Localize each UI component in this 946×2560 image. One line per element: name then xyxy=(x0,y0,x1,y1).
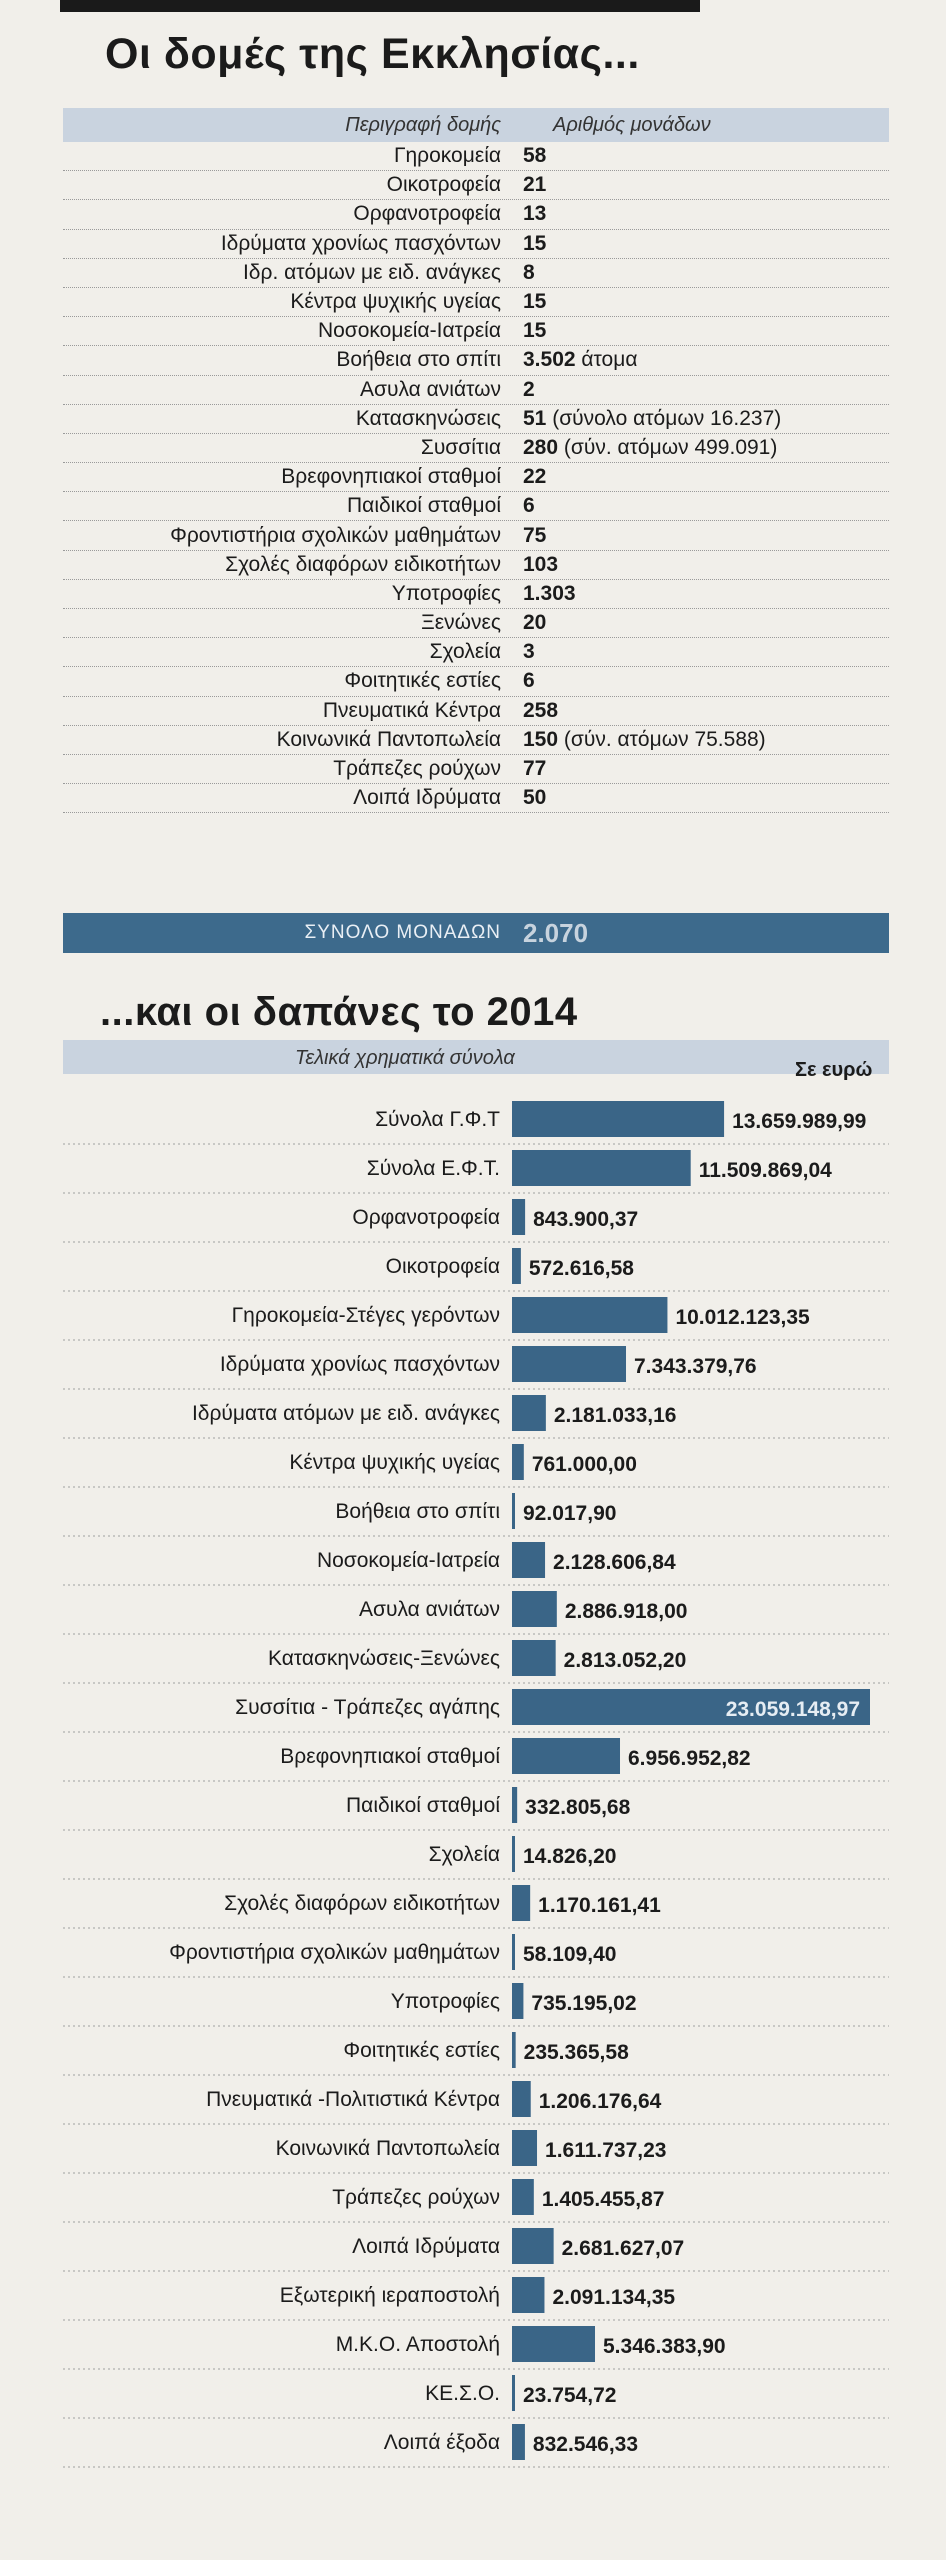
expense-bar xyxy=(512,1787,517,1823)
structure-value-cell xyxy=(523,348,637,372)
value-label: 843.900,37 xyxy=(533,1208,639,1231)
value-label: 572.616,58 xyxy=(528,1257,634,1280)
structure-value: 280 xyxy=(523,435,559,459)
structure-label: Βρεφονηπιακοί σταθμοί xyxy=(281,465,501,489)
chart-rows xyxy=(63,1101,889,2467)
value-label: 14.826,20 xyxy=(523,1845,617,1868)
structure-value-cell xyxy=(523,144,546,168)
structure-label: Τράπεζες ρούχων xyxy=(333,757,501,781)
chart-column-header: Τελικά χρηματικά σύνολα xyxy=(295,1047,515,1069)
value-label: 1.611.737,23 xyxy=(545,2139,667,2162)
value-label: 235.365,58 xyxy=(523,2041,629,2064)
structure-label: Φροντιστήρια σχολικών μαθημάτων xyxy=(170,523,501,547)
structure-label: Σχολές διαφόρων ειδικοτήτων xyxy=(225,552,501,576)
expense-bar xyxy=(512,1101,724,1137)
category-label: Βρεφονηπιακοί σταθμοί xyxy=(280,1745,500,1768)
structure-label: Βοήθεια στο σπίτι xyxy=(336,348,501,372)
structure-value: 21 xyxy=(523,173,547,197)
structure-value: 15 xyxy=(523,290,547,314)
structure-value-cell xyxy=(523,465,546,489)
value-label: 1.170.161,41 xyxy=(538,1894,661,1917)
top-rule xyxy=(60,0,700,12)
expense-bar xyxy=(512,1395,546,1431)
value-label: 761.000,00 xyxy=(531,1453,637,1476)
structure-value-cell xyxy=(523,261,535,285)
value-label: 2.128.606,84 xyxy=(553,1551,676,1574)
structure-row xyxy=(63,346,889,375)
structure-value: 58 xyxy=(523,144,547,168)
expense-bar xyxy=(512,1346,626,1382)
category-label: Ιδρύματα χρονίως πασχόντων xyxy=(219,1353,500,1376)
expense-bar xyxy=(512,2130,537,2166)
structure-row xyxy=(63,580,889,609)
structure-value: 6 xyxy=(523,494,535,518)
value-label: 832.546,33 xyxy=(532,2433,639,2456)
structure-value: 6 xyxy=(523,669,535,693)
structure-value-cell xyxy=(523,582,576,606)
structure-value: 75 xyxy=(523,523,547,547)
structure-label: Οικοτροφεία xyxy=(386,173,501,197)
structure-row xyxy=(63,521,889,550)
structure-value-cell xyxy=(523,407,781,431)
structure-value-cell xyxy=(523,173,546,197)
category-label: Συσσίτια - Τράπεζες αγάπης xyxy=(235,1696,500,1719)
structure-row xyxy=(63,288,889,317)
category-label: Υποτροφίες xyxy=(390,1990,500,2013)
structure-value: 20 xyxy=(523,611,547,635)
structures-table-header xyxy=(63,108,889,142)
structure-value-cell xyxy=(523,611,546,635)
value-label: 2.886.918,00 xyxy=(564,1600,688,1623)
structure-row xyxy=(63,434,889,463)
structure-row xyxy=(63,171,889,200)
structure-row xyxy=(63,697,889,726)
expense-bar xyxy=(512,1738,620,1774)
structure-value-cell xyxy=(523,669,535,693)
expense-bar xyxy=(512,2277,544,2313)
structure-value: 15 xyxy=(523,319,547,343)
value-label: 23.059.148,97 xyxy=(725,1698,860,1721)
structure-value: 3 xyxy=(523,640,535,664)
structures-table xyxy=(63,108,889,813)
total-value: 2.070 xyxy=(523,917,589,948)
structure-row xyxy=(63,317,889,346)
structure-value: 51 xyxy=(523,406,547,430)
category-label: Παιδικοί σταθμοί xyxy=(346,1794,500,1817)
structure-label: Πνευματικά Κέντρα xyxy=(322,698,501,722)
col-description-header: Περιγραφή δομής xyxy=(345,113,501,136)
structure-row xyxy=(63,667,889,696)
section1-title: Οι δομές της Εκκλησίας... xyxy=(105,30,640,78)
category-label: Ασυλα ανιάτων xyxy=(359,1598,500,1621)
expense-bar xyxy=(512,1591,557,1627)
structure-value: 15 xyxy=(523,231,547,255)
structure-value: 22 xyxy=(523,465,547,489)
expense-bar xyxy=(512,2375,515,2411)
value-label: 5.346.383,90 xyxy=(603,2335,726,2358)
structure-value-cell xyxy=(523,786,546,810)
category-label: ΚΕ.Σ.Ο. xyxy=(425,2382,500,2405)
structure-value: 2 xyxy=(523,377,535,401)
structure-row xyxy=(63,200,889,229)
structure-row xyxy=(63,142,889,171)
expense-bar xyxy=(512,1542,545,1578)
structure-row xyxy=(63,609,889,638)
category-label: Λοιπά Ιδρύματα xyxy=(352,2235,500,2258)
category-label: Κοινωνικά Παντοπωλεία xyxy=(275,2137,500,2160)
structure-row xyxy=(63,230,889,259)
category-label: Σχολές διαφόρων ειδικοτήτων xyxy=(224,1892,500,1915)
expense-bar xyxy=(512,1199,525,1235)
structure-value-cell xyxy=(523,290,546,314)
structure-value-cell xyxy=(523,494,535,518)
structure-label: Ιδρύματα χρονίως πασχόντων xyxy=(220,231,501,255)
value-label: 1.206.176,64 xyxy=(538,2090,662,2113)
category-label: Μ.Κ.Ο. Αποστολή xyxy=(335,2333,500,2356)
structure-row xyxy=(63,492,889,521)
expense-bar xyxy=(512,2032,516,2068)
expense-bar xyxy=(512,1983,523,2019)
structure-value: 3.502 xyxy=(523,348,576,372)
structure-row xyxy=(63,376,889,405)
col-units-header: Αριθμός μονάδων xyxy=(553,113,711,136)
structure-value-cell xyxy=(523,728,766,752)
category-label: Πνευματικά -Πολιτιστικά Κέντρα xyxy=(206,2088,500,2111)
category-label: Σύνολα Ε.Φ.Τ. xyxy=(366,1157,500,1180)
category-label: Κατασκηνώσεις-Ξενώνες xyxy=(267,1647,500,1670)
total-label: ΣΥΝΟΛΟ ΜΟΝΑΔΩΝ xyxy=(304,922,501,943)
structure-note: άτομα xyxy=(581,348,638,372)
category-label: Ιδρύματα ατόμων με ειδ. ανάγκες xyxy=(191,1402,500,1425)
value-label: 92.017,90 xyxy=(523,1502,617,1525)
value-label: 10.012.123,35 xyxy=(675,1306,810,1329)
structure-value: 77 xyxy=(523,757,547,781)
structure-row xyxy=(63,726,889,755)
structure-value-cell xyxy=(523,699,558,723)
value-label: 13.659.989,99 xyxy=(732,1110,867,1133)
structure-row xyxy=(63,463,889,492)
structure-note: (σύν. ατόμων 75.588) xyxy=(563,727,766,751)
expense-bar xyxy=(512,1493,515,1529)
category-label: Φοιτητικές εστίες xyxy=(343,2039,500,2062)
category-label: Λοιπά έξοδα xyxy=(383,2431,500,2454)
value-label: 2.181.033,16 xyxy=(553,1404,677,1427)
expense-bar xyxy=(512,2424,525,2460)
expense-bar xyxy=(512,1640,556,1676)
value-label: 7.343.379,76 xyxy=(634,1355,757,1378)
structure-value: 150 xyxy=(523,727,559,751)
structure-label: Κέντρα ψυχικής υγείας xyxy=(290,290,501,314)
structure-row xyxy=(63,405,889,434)
structure-label: Νοσοκομεία-Ιατρεία xyxy=(317,319,501,343)
expense-bar xyxy=(512,1444,524,1480)
structure-note: (σύν. ατόμων 499.091) xyxy=(563,435,778,459)
structure-value: 8 xyxy=(523,260,535,284)
chart-unit-label: Σε ευρώ xyxy=(795,1059,873,1081)
structure-value-cell xyxy=(523,202,546,226)
structure-label: Παιδικοί σταθμοί xyxy=(347,494,501,518)
structure-row xyxy=(63,638,889,667)
category-label: Εξωτερική ιεραποστολή xyxy=(279,2284,500,2307)
expense-bar xyxy=(512,2179,534,2215)
structure-value: 50 xyxy=(523,786,547,810)
structure-value: 103 xyxy=(523,552,559,576)
structure-row xyxy=(63,784,889,813)
value-label: 2.681.627,07 xyxy=(561,2237,685,2260)
expense-bar xyxy=(512,1836,515,1872)
structure-label: Κατασκηνώσεις xyxy=(355,406,501,430)
structure-value-cell xyxy=(523,553,558,577)
structure-label: Φοιτητικές εστίες xyxy=(344,669,501,693)
structure-note: (σύνολο ατόμων 16.237) xyxy=(552,406,782,430)
structure-value: 13 xyxy=(523,202,547,226)
expense-bar xyxy=(512,2326,595,2362)
value-label: 58.109,40 xyxy=(523,1943,617,1966)
expenses-bar-chart xyxy=(0,1040,946,2540)
category-label: Οικοτροφεία xyxy=(385,1255,500,1278)
structure-value-cell xyxy=(523,524,546,548)
structure-value-cell xyxy=(523,436,777,460)
structure-label: Συσσίτια xyxy=(420,435,501,459)
expense-bar xyxy=(512,1248,521,1284)
structure-value-cell xyxy=(523,757,546,781)
structure-label: Κοινωνικά Παντοπωλεία xyxy=(276,727,501,751)
structure-label: Σχολεία xyxy=(429,640,501,664)
value-label: 6.956.952,82 xyxy=(628,1747,751,1770)
category-label: Ορφανοτροφεία xyxy=(352,1206,500,1229)
category-label: Σύνολα Γ.Φ.Τ xyxy=(375,1108,500,1131)
structure-value: 258 xyxy=(523,698,559,722)
category-label: Τράπεζες ρούχων xyxy=(332,2186,500,2209)
structure-label: Ιδρ. ατόμων με ειδ. ανάγκες xyxy=(242,260,501,284)
value-label: 1.405.455,87 xyxy=(541,2188,665,2211)
structure-value: 1.303 xyxy=(523,581,576,605)
structure-value-cell xyxy=(523,640,535,664)
expense-bar xyxy=(512,2228,554,2264)
structure-label: Ορφανοτροφεία xyxy=(353,202,501,226)
structure-value-cell xyxy=(523,378,535,402)
expense-bar xyxy=(512,1885,530,1921)
structure-label: Ασυλα ανιάτων xyxy=(360,377,501,401)
structure-value-cell xyxy=(523,319,546,343)
expense-bar xyxy=(512,1297,667,1333)
structures-table-body xyxy=(63,142,889,813)
value-label: 2.091.134,35 xyxy=(552,2286,676,2309)
value-label: 332.805,68 xyxy=(525,1796,631,1819)
structure-row xyxy=(63,551,889,580)
structure-row xyxy=(63,755,889,784)
structure-row xyxy=(63,259,889,288)
category-label: Κέντρα ψυχικής υγείας xyxy=(289,1451,500,1474)
expense-bar xyxy=(512,2081,531,2117)
structure-label: Ξενώνες xyxy=(421,611,501,635)
value-label: 11.509.869,04 xyxy=(698,1159,832,1182)
structure-label: Υποτροφίες xyxy=(391,581,501,605)
structure-label: Γηροκομεία xyxy=(393,144,501,168)
chart-title: ...και οι δαπάνες το 2014 xyxy=(100,990,578,1034)
category-label: Σχολεία xyxy=(428,1843,500,1866)
expense-bar xyxy=(512,1934,515,1970)
category-label: Γηροκομεία-Στέγες γερόντων xyxy=(231,1304,500,1327)
structures-total-row xyxy=(63,913,889,953)
category-label: Φροντιστήρια σχολικών μαθημάτων xyxy=(169,1941,500,1964)
expense-bar xyxy=(512,1150,691,1186)
category-label: Νοσοκομεία-Ιατρεία xyxy=(316,1549,500,1572)
category-label: Βοήθεια στο σπίτι xyxy=(335,1500,500,1523)
value-label: 735.195,02 xyxy=(531,1992,637,2015)
structure-value-cell xyxy=(523,232,546,256)
value-label: 2.813.052,20 xyxy=(563,1649,687,1672)
value-label: 23.754,72 xyxy=(523,2384,617,2407)
structure-label: Λοιπά Ιδρύματα xyxy=(353,786,501,810)
